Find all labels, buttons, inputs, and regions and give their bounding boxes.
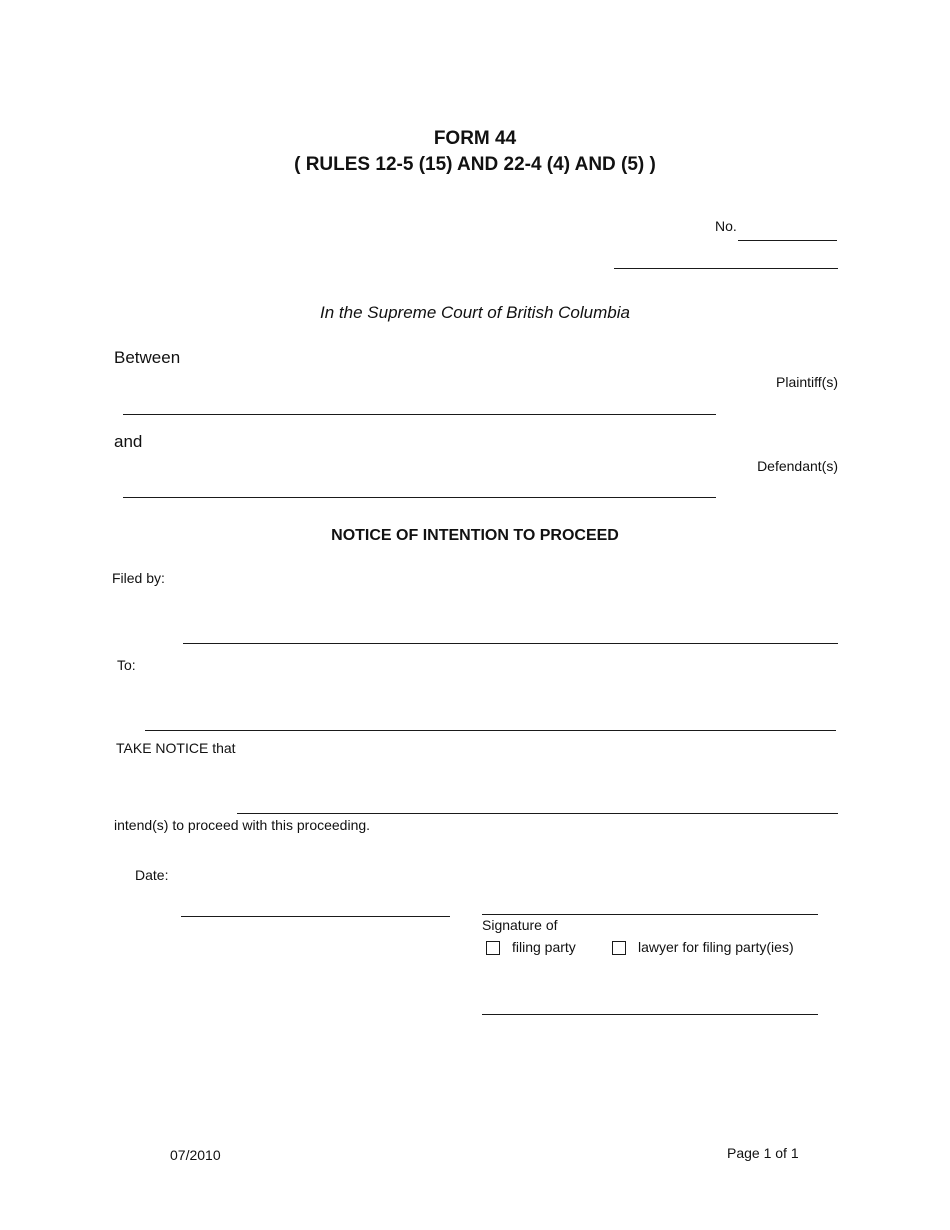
signature-label: Signature of [482,917,558,933]
court-name: In the Supreme Court of British Columbia [320,303,630,322]
form-rules: ( RULES 12-5 (15) AND 22-4 (4) AND (5) ) [294,154,656,175]
take-notice-label: TAKE NOTICE that [116,740,236,756]
form-number: FORM 44 [433,128,517,149]
to-field[interactable] [145,730,836,731]
plaintiff-label: Plaintiff(s) [776,374,838,390]
page-number: Page 1 of 1 [727,1145,799,1161]
file-number-label: No. [715,218,737,234]
defendant-label: Defendant(s) [757,458,838,474]
notice-title: NOTICE OF INTENTION TO PROCEED [331,527,619,544]
lawyer-checkbox[interactable] [612,941,626,955]
lawyer-label: lawyer for filing party(ies) [638,939,794,955]
between-label: Between [114,348,181,367]
plaintiff-field[interactable] [123,414,716,415]
filing-party-checkbox[interactable] [486,941,500,955]
date-field[interactable] [181,916,450,917]
and-label: and [114,432,143,451]
signature-field[interactable] [482,914,818,915]
file-number-field[interactable] [738,240,837,241]
filed-by-label: Filed by: [112,570,165,586]
intend-text: intend(s) to proceed with this proceeding. [114,817,371,833]
registry-field[interactable] [614,268,838,269]
party-name-field[interactable] [237,813,838,814]
filed-by-field[interactable] [183,643,838,644]
filing-party-label: filing party [512,939,576,955]
defendant-field[interactable] [123,497,716,498]
form-version: 07/2010 [170,1147,221,1163]
signer-name-field[interactable] [482,1014,818,1015]
to-label: To: [117,657,136,673]
date-label: Date: [135,867,169,883]
